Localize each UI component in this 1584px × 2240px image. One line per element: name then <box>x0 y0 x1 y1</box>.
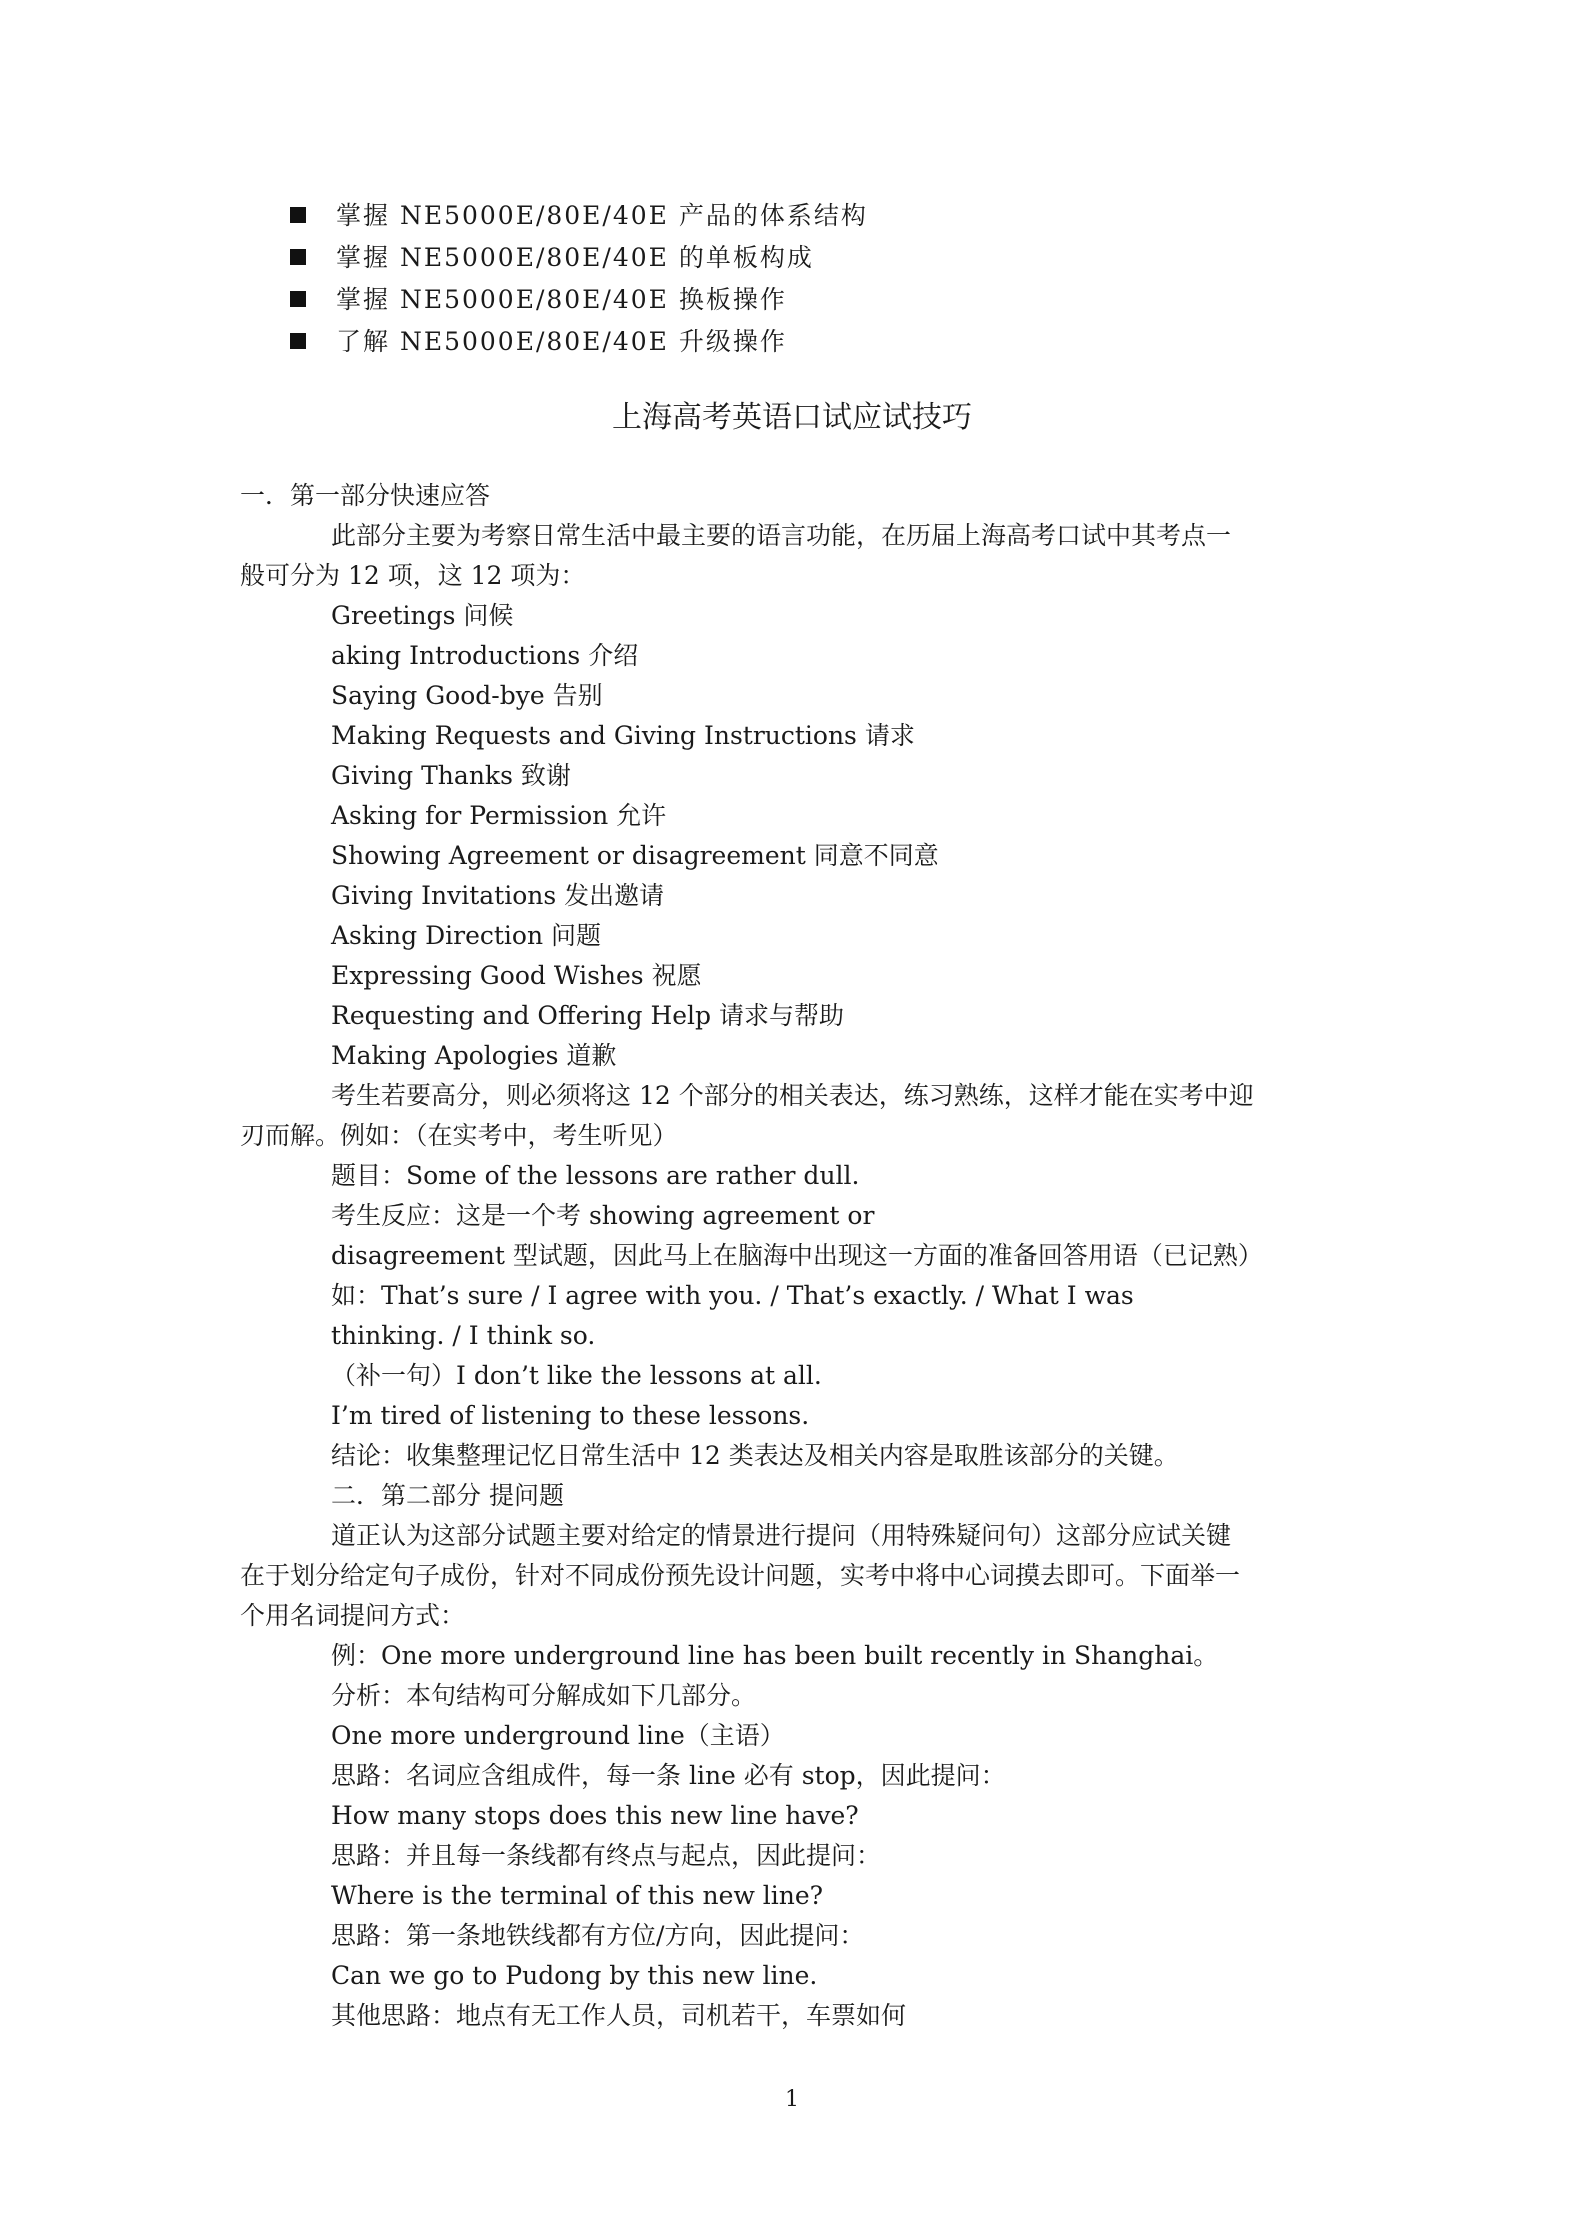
list-item: 掌握 NE5000E/80E/40E 产品的体系结构 <box>290 195 868 237</box>
example-line: 考生反应：这是一个考 showing agreement or <box>331 1201 875 1230</box>
example-line: How many stops does this new line have? <box>331 1801 859 1830</box>
function-item: Expressing Good Wishes 祝愿 <box>331 961 702 990</box>
example-line: Where is the terminal of this new line? <box>331 1881 824 1910</box>
paragraph-line: 在于划分给定句子成份，针对不同成份预先设计问题，实考中将中心词摸去即可。下面举一 <box>240 1561 1241 1590</box>
list-item: 掌握 NE5000E/80E/40E 的单板构成 <box>290 237 868 279</box>
example-line: 思路：第一条地铁线都有方位/方向，因此提问： <box>331 1921 865 1950</box>
page-number: 1 <box>785 2087 799 2112</box>
square-bullet-icon <box>290 291 306 307</box>
square-bullet-icon <box>290 333 306 349</box>
function-item: Giving Thanks 致谢 <box>331 761 571 790</box>
paragraph-line: 考生若要高分，则必须将这 12 个部分的相关表达，练习熟练，这样才能在实考中迎 <box>331 1081 1254 1110</box>
paragraph-line: 刃而解。例如：（在实考中，考生听见） <box>240 1121 678 1150</box>
function-item: Saying Good-bye 告别 <box>331 681 603 710</box>
example-line: （补一句）I don’t like the lessons at all. <box>331 1361 822 1390</box>
paragraph-line: 道正认为这部分试题主要对给定的情景进行提问（用特殊疑问句）这部分应试关键 <box>331 1521 1232 1550</box>
list-item: 掌握 NE5000E/80E/40E 换板操作 <box>290 279 868 321</box>
example-line: I’m tired of listening to these lessons. <box>331 1401 810 1430</box>
paragraph-line: 般可分为 12 项，这 12 项为： <box>240 561 586 590</box>
example-line: 思路：名词应含组成件，每一条 line 必有 stop，因此提问： <box>331 1761 1006 1790</box>
function-item: Giving Invitations 发出邀请 <box>331 881 665 910</box>
function-item: Asking Direction 问题 <box>331 921 602 950</box>
example-line: 分析：本句结构可分解成如下几部分。 <box>331 1681 757 1710</box>
example-line: Can we go to Pudong by this new line. <box>331 1961 818 1990</box>
section-heading: 二．第二部分 提问题 <box>331 1481 564 1510</box>
paragraph-line: 个用名词提问方式： <box>240 1601 466 1630</box>
function-item: aking Introductions 介绍 <box>331 641 639 670</box>
function-item: Greetings 问候 <box>331 601 514 630</box>
square-bullet-icon <box>290 207 306 223</box>
example-line: 其他思路：地点有无工作人员，司机若干，车票如何 <box>331 2001 907 2030</box>
list-item: 了解 NE5000E/80E/40E 升级操作 <box>290 321 868 363</box>
section-heading: 一．第一部分快速应答 <box>240 481 491 510</box>
function-item: Making Requests and Giving Instructions 请求 <box>331 721 915 750</box>
paragraph-line: 此部分主要为考察日常生活中最主要的语言功能，在历届上海高考口试中其考点一 <box>331 521 1232 550</box>
example-line: One more underground line（主语） <box>331 1721 785 1750</box>
function-item: Making Apologies 道歉 <box>331 1041 617 1070</box>
conclusion-line: 结论：收集整理记忆日常生活中 12 类表达及相关内容是取胜该部分的关键。 <box>331 1441 1179 1470</box>
function-item: Showing Agreement or disagreement 同意不同意 <box>331 841 939 870</box>
example-line: 题目：Some of the lessons are rather dull. <box>331 1161 860 1190</box>
objectives-list <box>290 195 868 363</box>
square-bullet-icon <box>290 249 306 265</box>
example-line: 例：One more underground line has been built recently in Shanghai。 <box>331 1641 1219 1670</box>
document-body <box>240 476 1350 2036</box>
example-line: disagreement 型试题，因此马上在脑海中出现这一方面的准备回答用语（已记熟） <box>331 1241 1263 1270</box>
function-item: Asking for Permission 允许 <box>331 801 667 830</box>
function-item: Requesting and Offering Help 请求与帮助 <box>331 1001 844 1030</box>
example-line: thinking. / I think so. <box>331 1321 596 1350</box>
example-line: 思路：并且每一条线都有终点与起点，因此提问： <box>331 1841 882 1870</box>
example-line: 如：That’s sure / I agree with you. / That’s exactly. / What I was <box>331 1281 1134 1310</box>
page-title: 上海高考英语口试应试技巧 <box>612 400 972 435</box>
